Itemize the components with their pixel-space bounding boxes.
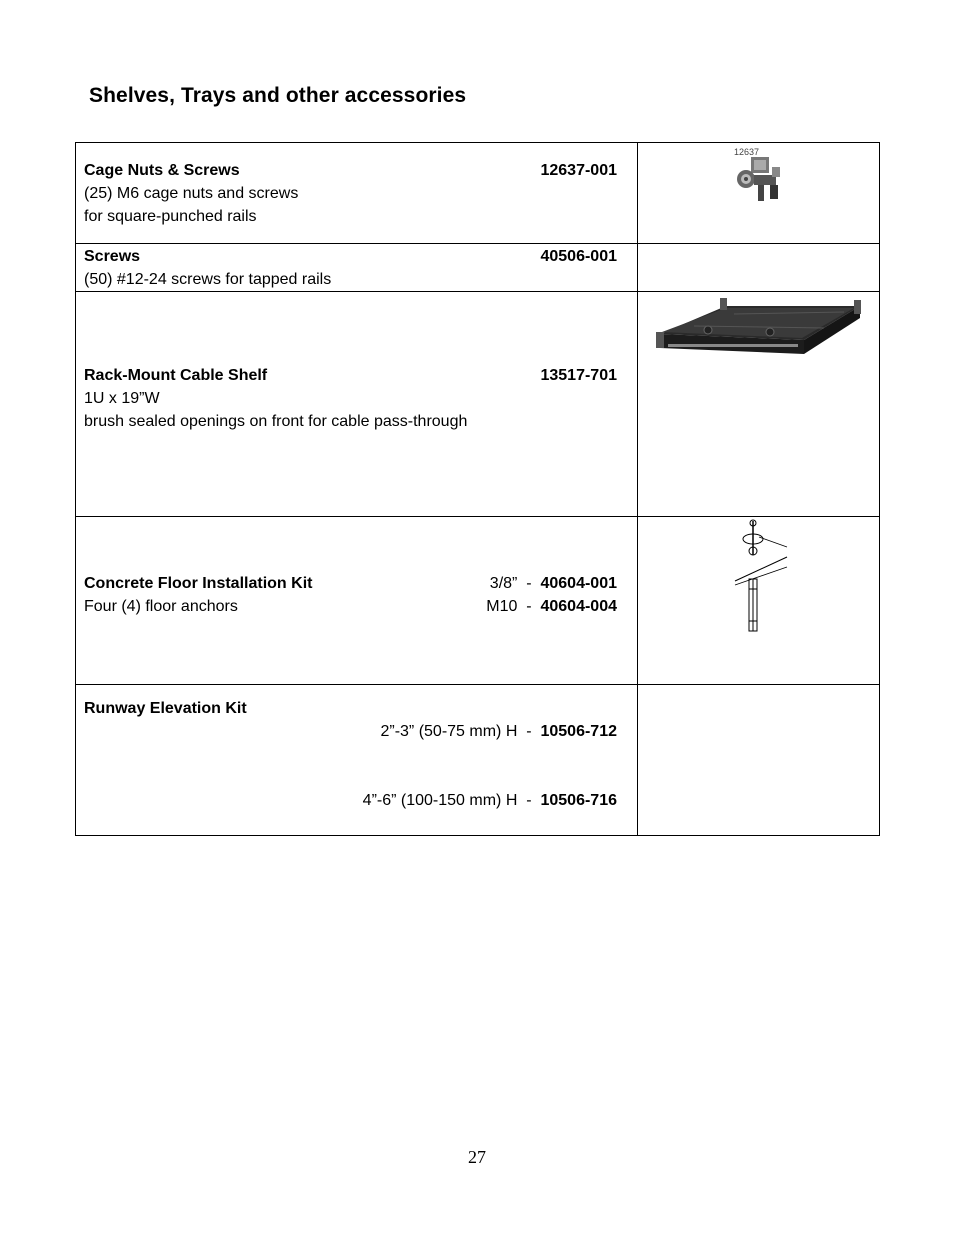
- item-description-line: Four (4) floor anchors: [84, 597, 238, 615]
- table-row: [76, 143, 880, 244]
- part-number: 40506-001: [540, 248, 617, 265]
- table-row: [76, 517, 880, 685]
- item-description-line: (50) #12-24 screws for tapped rails: [84, 271, 332, 288]
- item-description-line: (25) M6 cage nuts and screws: [84, 185, 299, 202]
- item-name: Cage Nuts & Screws: [84, 162, 240, 179]
- part-number: 13517-701: [540, 366, 617, 384]
- variant-label: 4”-6” (100-150 mm) H -: [362, 792, 541, 809]
- floor-anchor-icon: [729, 517, 789, 637]
- image-cell: [638, 517, 880, 685]
- item-description-line: 1U x 19”W: [84, 389, 160, 407]
- accessories-table: [75, 142, 880, 836]
- part-number: 40604-004: [540, 597, 617, 615]
- part-number: 10506-712: [540, 723, 617, 740]
- item-name: Concrete Floor Installation Kit: [84, 574, 313, 592]
- table-row: [76, 244, 880, 292]
- table-row: [76, 292, 880, 517]
- variant-label: 3/8” -: [489, 574, 541, 592]
- item-name: Screws: [84, 248, 141, 265]
- part-number: 12637-001: [540, 162, 617, 179]
- page-title: Shelves, Trays and other accessories: [89, 84, 467, 107]
- item-name: Rack-Mount Cable Shelf: [84, 366, 268, 384]
- image-cell: [638, 244, 880, 292]
- image-cell: [638, 685, 880, 836]
- cage-nut-icon: [724, 143, 794, 203]
- part-number: 40604-001: [540, 574, 617, 592]
- variant-label: M10 -: [486, 597, 541, 615]
- item-description-line: for square-punched rails: [84, 208, 257, 225]
- image-cell: [638, 143, 880, 244]
- table-row: [76, 685, 880, 836]
- image-label: 12637: [733, 147, 759, 157]
- item-name: Runway Elevation Kit: [84, 700, 247, 717]
- part-number: 10506-716: [540, 792, 617, 809]
- page-number: 27: [468, 1147, 486, 1167]
- variant-label: 2”-3” (50-75 mm) H -: [380, 723, 541, 740]
- item-description-line: brush sealed openings on front for cable pass-through: [84, 412, 468, 430]
- rack-shelf-icon: [654, 292, 864, 372]
- image-cell: [638, 292, 880, 517]
